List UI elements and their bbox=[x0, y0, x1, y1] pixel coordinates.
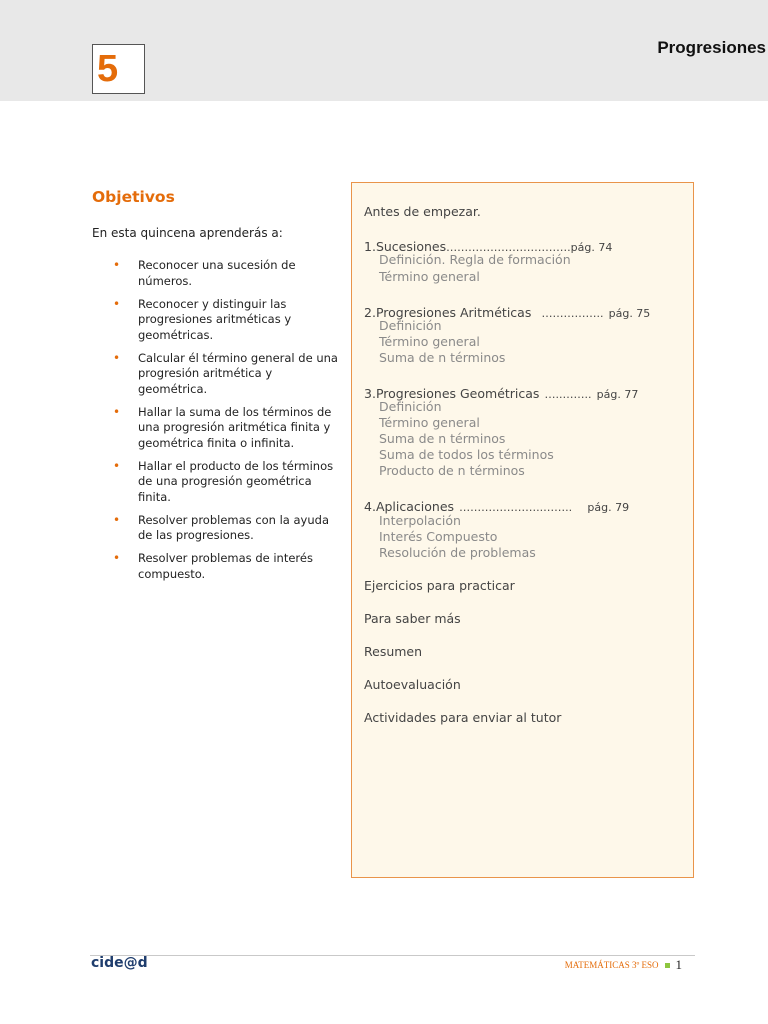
bullet-icon: • bbox=[113, 404, 121, 419]
footer-subject: MATEMÁTICAS 3º ESO bbox=[564, 960, 659, 970]
toc-subitem[interactable]: Suma de n términos bbox=[379, 431, 506, 446]
toc-section-number: 2. bbox=[364, 305, 376, 320]
toc-subitem[interactable]: Definición. Regla de formación bbox=[379, 252, 571, 267]
list-item bbox=[110, 405, 342, 452]
list-item bbox=[110, 513, 342, 544]
bullet-icon: • bbox=[113, 296, 121, 311]
toc-page-ref: pág. 77 bbox=[596, 388, 639, 401]
toc-subitem[interactable]: Término general bbox=[379, 334, 480, 349]
toc-subitem[interactable]: Interés Compuesto bbox=[379, 529, 498, 544]
toc-subitem[interactable]: Suma de n términos bbox=[379, 350, 506, 365]
list-item bbox=[110, 551, 342, 582]
toc-subitem[interactable]: Resolución de problemas bbox=[379, 545, 536, 560]
toc-subitem[interactable]: Término general bbox=[379, 415, 480, 430]
objective-text: Calcular él término general de una progresión aritmética y geométrica. bbox=[138, 350, 338, 396]
toc-dots: …..…….. bbox=[544, 388, 592, 401]
toc-subitem[interactable]: Suma de todos los términos bbox=[379, 447, 554, 462]
objectives-intro: En esta quincena aprenderás a: bbox=[92, 226, 283, 240]
objective-text: Resolver problemas de interés compuesto. bbox=[138, 551, 313, 581]
unit-number-box bbox=[92, 44, 145, 94]
toc-page-ref: pág. 74 bbox=[570, 241, 613, 254]
page-title: Progresiones bbox=[657, 38, 766, 57]
objective-text: Reconocer y distinguir las progresiones aritméticas y geométricas. bbox=[138, 296, 292, 342]
list-item bbox=[110, 258, 342, 289]
toc-item-ejercicios[interactable]: Ejercicios para practicar bbox=[364, 578, 515, 593]
bullet-icon: • bbox=[113, 258, 121, 272]
toc-section-number: 4. bbox=[364, 499, 376, 514]
objectives-list bbox=[110, 258, 342, 590]
toc-subitem[interactable]: Interpolación bbox=[379, 513, 461, 528]
toc-section-number: 1. bbox=[364, 239, 376, 254]
page-number: 1 bbox=[675, 957, 682, 972]
toc-item-autoevaluacion[interactable]: Autoevaluación bbox=[364, 677, 461, 692]
toc-intro[interactable]: Antes de empezar. bbox=[364, 204, 481, 219]
toc-section-title: Sucesiones bbox=[375, 239, 447, 254]
list-item bbox=[110, 459, 342, 506]
toc-page-ref: pág. 79 bbox=[587, 501, 630, 514]
toc-item-saber-mas[interactable]: Para saber más bbox=[364, 611, 461, 626]
unit-number: 5 bbox=[97, 48, 119, 90]
objective-text: Reconocer una sucesión de números. bbox=[138, 258, 296, 288]
objectives-heading: Objetivos bbox=[92, 188, 175, 206]
toc-subitem[interactable]: Definición bbox=[379, 399, 442, 414]
footer-right bbox=[565, 957, 682, 973]
toc-dots: ……………………………. bbox=[446, 241, 571, 254]
toc-item-actividades[interactable]: Actividades para enviar al tutor bbox=[364, 710, 562, 725]
toc-item-resumen[interactable]: Resumen bbox=[364, 644, 423, 659]
cidead-logo: cide@d bbox=[91, 955, 148, 971]
objective-text: Hallar el producto de los términos de una progresión geométrica finita. bbox=[138, 458, 334, 504]
list-item bbox=[110, 297, 342, 344]
toc-section-title: Progresiones Geométricas bbox=[375, 386, 540, 401]
toc-subitem[interactable]: Definición bbox=[379, 318, 442, 333]
toc-dots: …………….. bbox=[541, 307, 604, 320]
toc-subitem[interactable]: Término general bbox=[379, 269, 480, 284]
objective-text: Resolver problemas con la ayuda de las progresiones. bbox=[138, 512, 330, 542]
footer-divider bbox=[90, 955, 695, 956]
bullet-icon: • bbox=[113, 350, 121, 365]
bullet-icon: • bbox=[113, 512, 121, 527]
bullet-icon: • bbox=[113, 458, 121, 473]
toc-page-ref: pág. 75 bbox=[608, 307, 651, 320]
toc-section-number: 3. bbox=[364, 386, 376, 401]
table-of-contents bbox=[351, 182, 694, 878]
toc-subitem[interactable]: Producto de n términos bbox=[379, 463, 525, 478]
objective-text: Hallar la suma de los términos de una progresión aritmética finita y geométrica finita o infinita. bbox=[138, 404, 332, 450]
toc-section-title: Progresiones Aritméticas bbox=[375, 305, 532, 320]
toc-dots: …………………..…….. bbox=[459, 501, 573, 514]
bullet-icon: • bbox=[113, 551, 121, 565]
toc-section-title: Aplicaciones bbox=[375, 499, 455, 514]
square-icon bbox=[665, 963, 670, 968]
list-item bbox=[110, 351, 342, 398]
